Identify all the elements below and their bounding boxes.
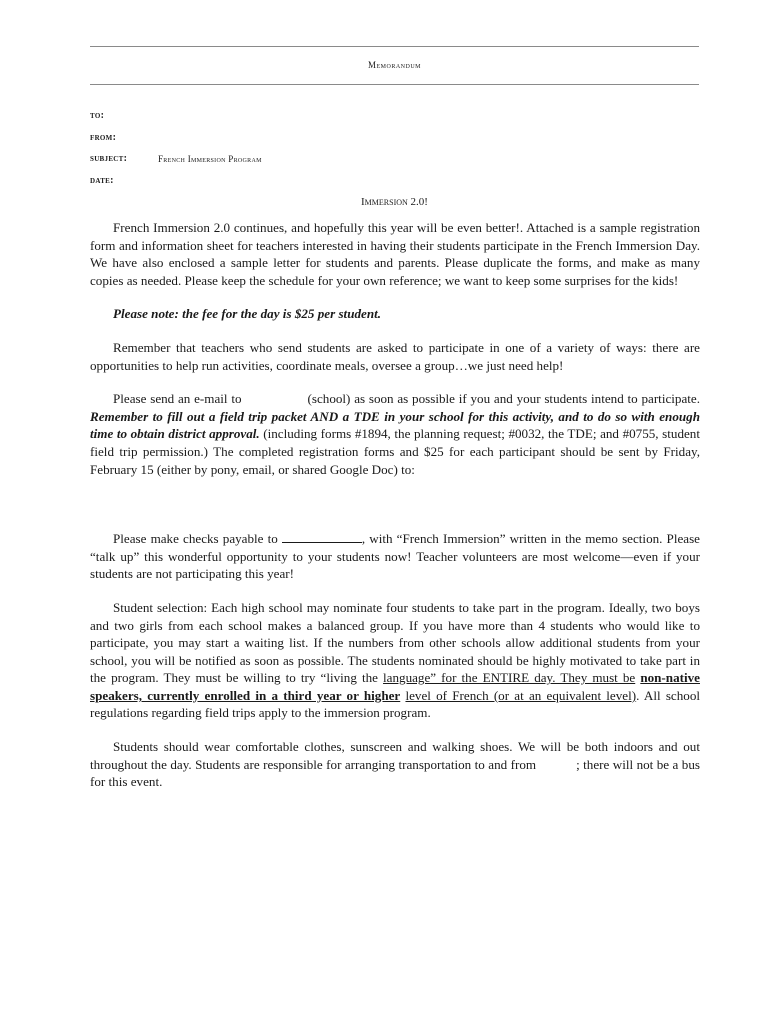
email-text-1: Please send an e-mail to xyxy=(113,391,242,407)
paragraph-participation: Remember that teachers who send students are asked to participate in one of a variety of ways: there are opportunities to help run activities, coordinate meals, oversee a group…we just need help! xyxy=(90,339,700,373)
paragraph-intro: French Immersion 2.0 continues, and hopefully this year will be even better!. Attached is a sample registration form and information sheet for teachers interested in having their students participate in the French Immersion Day. We have also enclosed a sample letter for students and parents. Please duplicate the forms, and make as many copies as needed. Please keep the schedule for your own reference; we want to keep some surprises for the kids! xyxy=(90,220,700,288)
memo-body xyxy=(90,219,700,807)
memo-title: Memorandum xyxy=(367,60,421,70)
title-rule xyxy=(90,84,699,85)
selection-text-4: level of French (or at an equivalent level) xyxy=(405,687,637,703)
paragraph-checks xyxy=(90,530,700,583)
clothing-text-2: ; there will not be a bus for this event. xyxy=(90,756,700,790)
checks-text-1: Please make checks payable to xyxy=(113,531,278,547)
selection-text-1: Student selection: Each high school may nominate four students to take part in the program. Ideally, two boys and two girls from each school makes a balanced group. If you have more than 4 students who would like to participate, you may start a waiting list. If the numbers from other schools allow additional students from your school, you will be notified as soon as possible. The students nominated should be highly motivated to take part in the program. They must be willing to try “living the xyxy=(90,599,700,686)
selection-text-3: non-native speakers, currently enrolled in a third year or higher xyxy=(90,670,700,703)
paragraph-student-selection xyxy=(90,599,700,722)
top-rule xyxy=(90,46,699,47)
selection-text-5: . All school regulations regarding field trips apply to the immersion program. xyxy=(90,687,701,721)
subject-value: French Immersion Program xyxy=(158,154,262,164)
selection-text-2: language” for the ENTIRE day. They must be xyxy=(383,670,636,686)
subject-label: subject: xyxy=(90,153,128,164)
memo-subtitle: Immersion 2.0! xyxy=(361,196,428,208)
paragraph-email-instructions xyxy=(90,390,700,478)
paragraph-clothing xyxy=(90,738,700,791)
email-text-4: (including forms #1894, the planning request; #0032, the TDE; and #0755, student field trip permission.) The completed registration forms and $25 for each participant should be sent by Friday, February 15 (either by pony, email, or shared Google Doc) to: xyxy=(90,426,700,477)
payable-blank xyxy=(282,530,362,543)
to-label: to: xyxy=(90,110,105,121)
checks-text-2: , with “French Immersion” written in the memo section. Please “talk up” this wonderful opportunity to your students now! Teacher volunteers are most welcome—even if your students are not participating this year! xyxy=(90,531,700,582)
email-text-2: (school) as soon as possible if you and your students intend to participate. xyxy=(307,391,700,407)
email-text-3: Remember to fill out a field trip packet AND a TDE in your school for this activity, and to do so with enough time to obtain district approval. xyxy=(90,408,700,442)
paragraph-fee-note: Please note: the fee for the day is $25 per student. xyxy=(113,306,382,322)
from-label: from: xyxy=(90,132,117,143)
clothing-text-1: Students should wear comfortable clothes, sunscreen and walking shoes. We will be both indoors and out throughout the day. Students are responsible for arranging transportation to and from xyxy=(90,739,700,772)
date-label: date: xyxy=(90,175,114,186)
